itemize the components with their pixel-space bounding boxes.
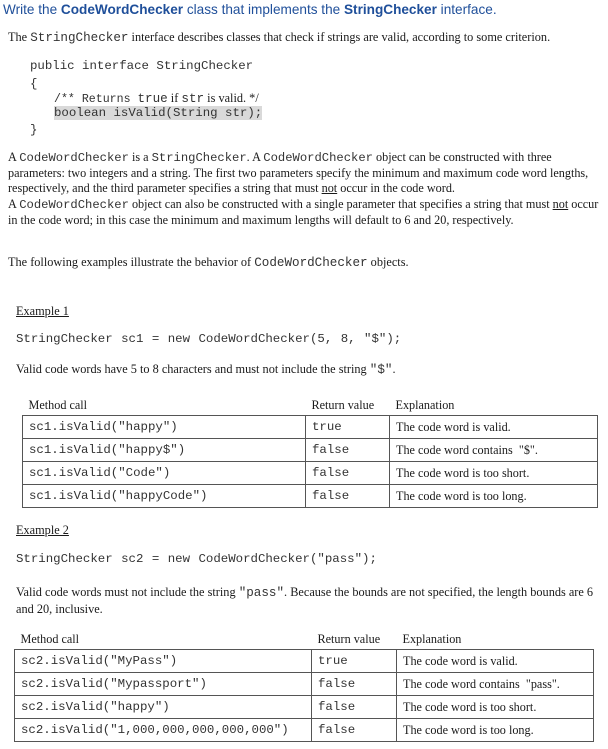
example-2-code: StringChecker sc2 = new CodeWordChecker("pass"); (16, 552, 377, 566)
table-row (23, 485, 598, 508)
example-1-code: StringChecker sc1 = new CodeWordChecker(5, 8, "$"); (16, 332, 402, 346)
header-return-value: Return value (311, 397, 375, 412)
table-header-row (23, 395, 598, 416)
table-row (23, 462, 598, 485)
header-method-call: Method call (20, 631, 80, 646)
close-brace: } (30, 123, 38, 137)
example-1-heading: Example 1 (16, 304, 69, 318)
description-paragraph: A CodeWordChecker is a StringChecker. A CodeWordChecker object can be constructed with three parameters: two integers and a string. The first two parameters specify the minimum and maximum code word lengths, respectively, and the third parameter specifies a string that must not occur in the code word. A CodeWordChecker object can also be constructed with a single parameter that specifies a string that must not occur in the code word; in this case the minimum and maximum lengths will default to 6 and 20, respectively. (8, 150, 599, 227)
page-title: Write the CodeWordChecker class that implements the StringChecker interface. (3, 2, 497, 17)
example-2-heading: Example 2 (16, 523, 69, 537)
return-value-cell: false (312, 696, 397, 719)
table-row (15, 696, 594, 719)
table-row (23, 439, 598, 462)
return-value-cell: true (312, 650, 397, 673)
method-call-cell: sc1.isValid("happy$") (23, 439, 306, 462)
interface-comment: /** Returns true if str is valid. */ (54, 91, 259, 106)
class-name: CodeWordChecker (60, 2, 184, 17)
method-call-cell: sc1.isValid("happyCode") (23, 485, 306, 508)
method-call-cell: sc2.isValid("1,000,000,000,000,000") (15, 719, 312, 742)
table-row (15, 673, 594, 696)
return-value-cell: false (306, 485, 390, 508)
explanation-cell: The code word is too short. (397, 696, 594, 719)
explanation-cell: The code word is too short. (390, 462, 598, 485)
header-return-value: Return value (317, 631, 381, 646)
table-row (23, 416, 598, 439)
open-brace: { (30, 77, 38, 91)
examples-intro: The following examples illustrate the behavior of CodeWordChecker objects. (8, 255, 409, 270)
explanation-cell: The code word is too long. (390, 485, 598, 508)
table-header-row (15, 629, 594, 650)
explanation-cell: The code word contains "pass". (397, 673, 594, 696)
explanation-cell: The code word contains "$". (390, 439, 598, 462)
table-row (15, 719, 594, 742)
example-2-description: Valid code words must not include the string "pass". Because the bounds are not specified, the length bounds are 6 and 20, inclusive. (16, 585, 594, 616)
return-value-cell: false (306, 439, 390, 462)
header-explanation: Explanation (395, 397, 455, 412)
is-valid-method: boolean isValid(String str); (54, 106, 263, 120)
header-explanation: Explanation (402, 631, 462, 646)
explanation-cell: The code word is valid. (390, 416, 598, 439)
method-call-cell: sc1.isValid("happy") (23, 416, 306, 439)
header-method-call: Method call (28, 397, 88, 412)
return-value-cell: false (306, 462, 390, 485)
example-2-table (14, 629, 594, 742)
return-value-cell: false (312, 719, 397, 742)
return-value-cell: false (312, 673, 397, 696)
method-call-cell: sc2.isValid("Mypassport") (15, 673, 312, 696)
example-1-table (22, 395, 598, 508)
interface-declaration: public interface StringChecker (30, 59, 254, 73)
intro-text: The StringChecker interface describes classes that check if strings are valid, according to some criterion. (8, 30, 551, 45)
method-call-cell: sc2.isValid("MyPass") (15, 650, 312, 673)
table-row (15, 650, 594, 673)
explanation-cell: The code word is valid. (397, 650, 594, 673)
interface-name: StringChecker (343, 2, 437, 17)
method-call-cell: sc2.isValid("happy") (15, 696, 312, 719)
method-call-cell: sc1.isValid("Code") (23, 462, 306, 485)
example-1-description: Valid code words have 5 to 8 characters and must not include the string "$". (16, 362, 396, 377)
return-value-cell: true (306, 416, 390, 439)
explanation-cell: The code word is too long. (397, 719, 594, 742)
